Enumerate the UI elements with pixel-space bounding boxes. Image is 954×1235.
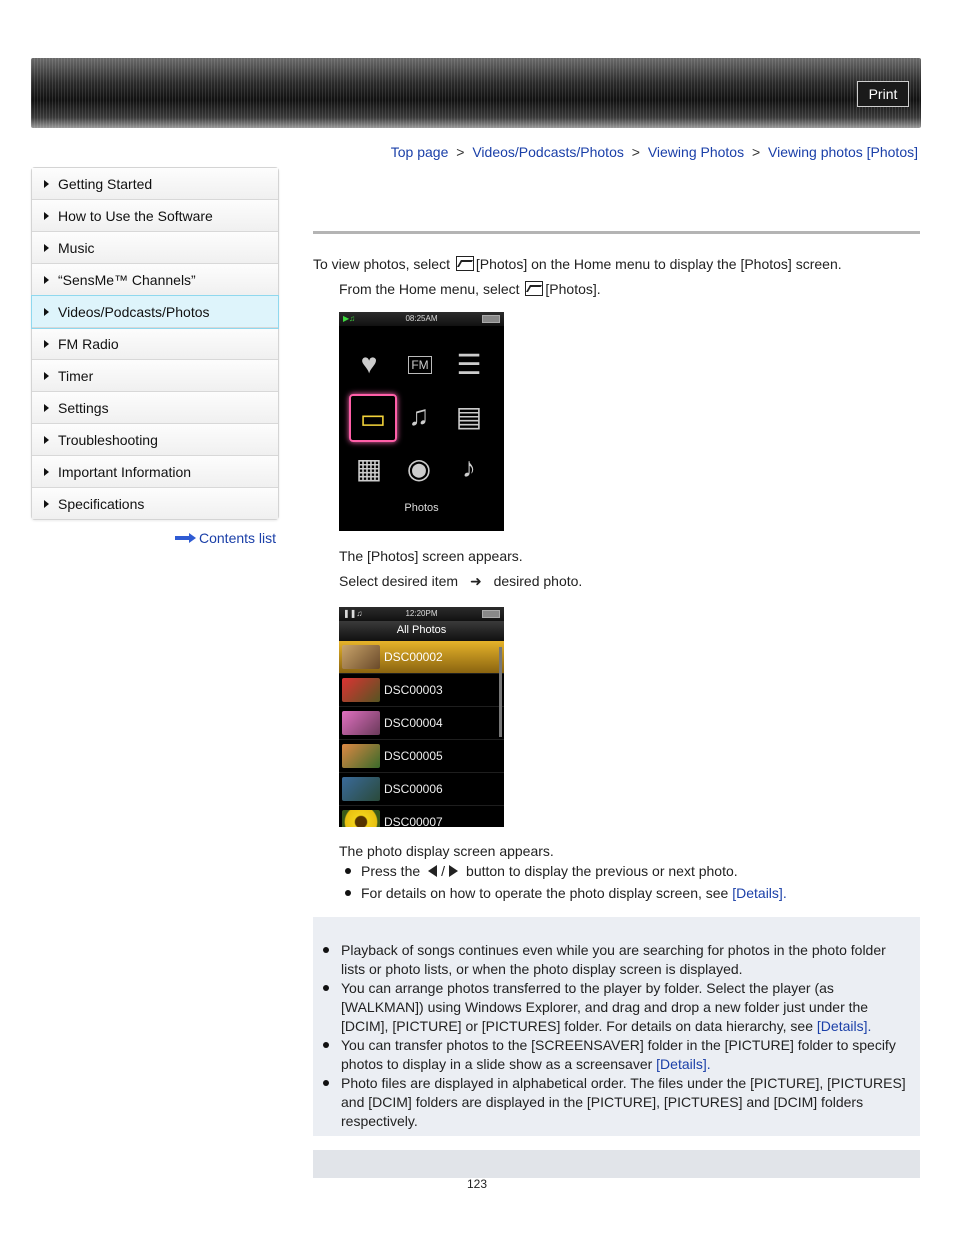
sidebar-item-label: Important Information [58, 463, 192, 480]
sidebar-item-videos-podcasts-photos[interactable] [32, 296, 278, 328]
sidebar-item-specifications[interactable] [32, 488, 278, 519]
hint-text: You can arrange photos transferred to the player by folder. Select the player (as [WALKMAN]) using Windows Explorer, and drag and drop a new folder just under the [DCIM], [PICTURE] or [PICTURES] folder. For details on data hierarchy, see [341, 980, 869, 1034]
photo-row [339, 806, 504, 827]
hint-list [323, 941, 911, 1131]
hint-text: Playback of songs continues even while you are searching for photos in the photo folder lists or photo lists, or when the photo display screen is displayed. [341, 942, 886, 977]
sidebar-item-label: Getting Started [58, 175, 153, 192]
print-button[interactable]: Print [857, 81, 909, 107]
triangle-right-icon [44, 468, 49, 476]
video-icon: ▤ [455, 400, 483, 432]
triangle-right-icon [44, 276, 49, 284]
intro-text-a: To view photos, select [313, 256, 450, 272]
battery-icon [482, 315, 500, 323]
step1-text-b: [Photos]. [545, 281, 601, 297]
scrollbar [499, 647, 502, 737]
sidebar-item-label: “SensMe™ Channels” [58, 271, 196, 288]
step2-text-a: Select desired item [339, 573, 459, 589]
photo-row [339, 641, 504, 674]
triangle-right-icon [44, 212, 49, 220]
sidebar-item-important-information[interactable] [32, 456, 278, 488]
triangle-right-icon [44, 372, 49, 380]
music-video-icon: ♪ [462, 452, 476, 483]
settings-toolbox-icon: ▦ [355, 452, 383, 484]
sidebar-item-troubleshooting[interactable] [32, 424, 278, 456]
details-link[interactable]: [Details] [816, 1018, 868, 1034]
bullet1-text-a: Press the [361, 863, 421, 879]
details-link[interactable]: [Details] [656, 1056, 707, 1072]
bullet2-text: For details on how to operate the photo display screen, see [361, 885, 729, 901]
triangle-right-icon [44, 436, 49, 444]
playlist-icon: ☰ [456, 348, 482, 380]
status-time: 12:20PM [405, 609, 438, 618]
bullet1-slash: / [441, 863, 446, 879]
sidebar-item-label: Troubleshooting [58, 431, 158, 448]
status-bar [339, 312, 504, 326]
photo-name: DSC00005 [384, 749, 443, 763]
sidebar-item-label: Settings [58, 399, 109, 416]
photo-thumbnail [342, 678, 380, 702]
breadcrumb-viewing-photos-photos[interactable]: Viewing photos [Photos] [768, 144, 918, 160]
bullet-dot [345, 868, 351, 874]
next-icon [449, 865, 458, 877]
photo-name: DSC00002 [384, 650, 443, 664]
breadcrumb-separator: > [631, 144, 640, 160]
hint-item [323, 1036, 911, 1074]
sidebar-item-music[interactable] [32, 232, 278, 264]
contents-list-link[interactable] [175, 530, 276, 546]
fm-radio-icon: FM [408, 356, 432, 374]
hint-text: You can transfer photos to the [SCREENSAVER] folder in the [PICTURE] folder to specify photos to display in a slide show as a screensaver [341, 1037, 896, 1072]
photo-name: DSC00006 [384, 782, 443, 796]
triangle-right-icon [44, 180, 49, 188]
photo-row [339, 740, 504, 773]
step2-text-b: desired photo. [493, 573, 583, 589]
sidebar-item-sensme-channels[interactable] [32, 264, 278, 296]
arrow-right-icon [175, 533, 197, 543]
pause-icon: ❚❚♫ [343, 609, 363, 618]
previous-icon [428, 865, 437, 877]
photo-row [339, 707, 504, 740]
sidebar-item-label: FM Radio [58, 335, 119, 352]
step1-text [339, 281, 601, 297]
podcast-icon: ◉ [406, 452, 432, 484]
step2-result: The photo display screen appears. [339, 843, 554, 859]
sidebar-item-fm-radio[interactable] [32, 328, 278, 360]
header-banner [31, 58, 921, 128]
step2-text [339, 573, 582, 590]
photo-row [339, 773, 504, 806]
bullet-item [345, 863, 738, 879]
arrow-right-icon: ➜ [469, 573, 482, 589]
details-link-period: . [782, 885, 787, 901]
details-link-period: . [706, 1056, 711, 1072]
bullet1-text-b: button to display the previous or next photo. [466, 863, 738, 879]
photo-row [339, 674, 504, 707]
sidebar-item-settings[interactable] [32, 392, 278, 424]
battery-icon [482, 610, 500, 618]
sidebar-item-getting-started[interactable] [32, 168, 278, 200]
photo-name: DSC00007 [384, 815, 443, 827]
contents-list-label: Contents list [199, 530, 277, 546]
sidebar-item-label: How to Use the Software [58, 207, 213, 224]
bullet-item [345, 885, 787, 901]
triangle-right-icon [44, 308, 49, 316]
home-menu-screenshot [339, 312, 504, 531]
photo-list-screenshot [339, 607, 504, 827]
breadcrumb-viewing-photos[interactable]: Viewing Photos [647, 144, 745, 160]
photo-name: DSC00003 [384, 683, 443, 697]
hint-text: Photo files are displayed in alphabetical order. The files under the [PICTURE], [PICTURES] and [DCIM] folders are displayed in the [PICTURE], [PICTURES] and [DCIM] folders respectively. [341, 1075, 906, 1129]
sidebar-item-timer[interactable] [32, 360, 278, 392]
sensme-icon: ♥ [360, 348, 378, 379]
sidebar-item-label: Videos/Podcasts/Photos [58, 303, 210, 320]
breadcrumb-videos-podcasts-photos[interactable]: Videos/Podcasts/Photos [472, 144, 624, 160]
breadcrumb-top-page[interactable]: Top page [390, 144, 449, 160]
details-link-period: . [867, 1018, 872, 1034]
sidebar-item-label: Music [58, 239, 95, 256]
intro-text-b: [Photos] on the Home menu to display the [Photos] screen. [475, 256, 842, 272]
hint-item [323, 1074, 911, 1131]
hint-item [323, 979, 911, 1036]
list-header: All Photos [339, 621, 504, 641]
photos-icon [456, 256, 474, 271]
breadcrumb-separator: > [751, 144, 761, 160]
screen-label: Photos [404, 502, 439, 514]
photos-icon [525, 281, 543, 296]
step1-result: The [Photos] screen appears. [339, 548, 523, 564]
hint-item [323, 941, 911, 979]
play-icon: ▶♫ [343, 314, 356, 323]
related-topics-bar [313, 1150, 920, 1178]
title-divider [313, 231, 920, 234]
sidebar-item-label: Timer [58, 367, 94, 384]
triangle-right-icon [44, 500, 49, 508]
hint-box [313, 917, 920, 1136]
page-number: 123 [467, 1177, 488, 1191]
photo-thumbnail [342, 777, 380, 801]
triangle-right-icon [44, 404, 49, 412]
photo-thumbnail [342, 645, 380, 669]
breadcrumb [391, 144, 918, 160]
breadcrumb-separator: > [456, 144, 465, 160]
photo-thumbnail [342, 744, 380, 768]
music-icon: ♫ [408, 400, 430, 431]
bullet-dot [345, 890, 351, 896]
photos-menu-icon: ▭ [349, 394, 397, 442]
details-link[interactable]: [Details] [732, 885, 783, 901]
intro-text [313, 256, 842, 272]
sidebar-item-how-to-use-software[interactable] [32, 200, 278, 232]
photo-name: DSC00004 [384, 716, 443, 730]
photo-thumbnail [342, 711, 380, 735]
status-time: 08:25AM [405, 314, 438, 323]
step1-text-a: From the Home menu, select [339, 281, 520, 297]
photo-thumbnail [342, 810, 380, 827]
status-bar [339, 607, 504, 621]
triangle-right-icon [44, 244, 49, 252]
triangle-right-icon [44, 340, 49, 348]
sidebar-item-label: Specifications [58, 495, 145, 512]
sidebar-nav [31, 167, 279, 520]
